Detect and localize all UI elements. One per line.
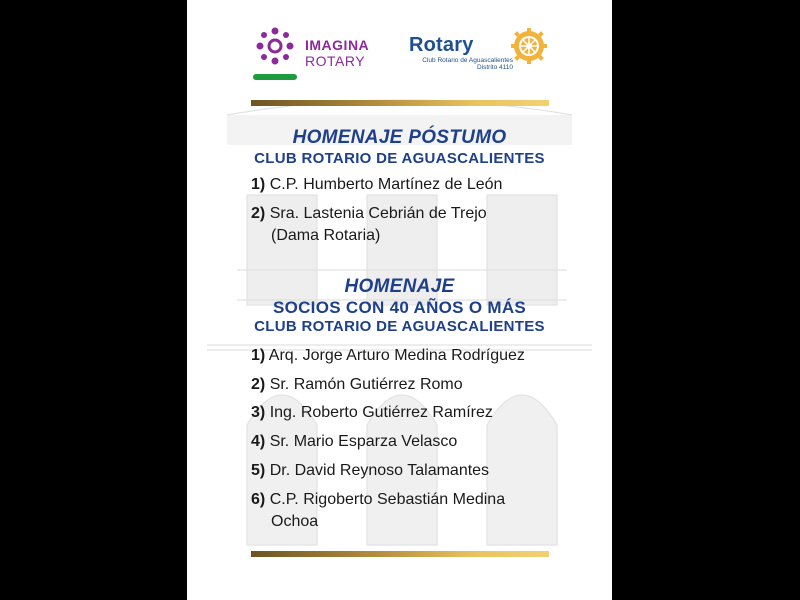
item-number: 3) xyxy=(251,404,266,421)
top-gold-divider xyxy=(251,100,549,106)
list-item xyxy=(251,374,551,396)
item-name-continuation: Ochoa xyxy=(271,513,319,530)
imagina-underline xyxy=(253,74,297,80)
list-item xyxy=(251,489,551,533)
imagina-flower-icon xyxy=(255,26,295,66)
item-number: 1) xyxy=(251,347,266,364)
item-number: 2) xyxy=(251,205,266,222)
item-name-continuation: (Dama Rotaria) xyxy=(271,227,381,244)
rotary-club-logo xyxy=(405,24,555,74)
tribute-card xyxy=(187,0,612,600)
item-number: 4) xyxy=(251,433,266,450)
rotary-district: Distrito 4110 xyxy=(476,64,513,71)
item-name: C.P. Rigoberto Sebastián Medina xyxy=(269,491,506,508)
list-item xyxy=(251,460,551,482)
item-name: Arq. Jorge Arturo Medina Rodríguez xyxy=(268,347,525,364)
imagina-line2: ROTARY xyxy=(305,53,366,69)
section1-subtitle: CLUB ROTARIO DE AGUASCALIENTES xyxy=(254,150,545,167)
list-item xyxy=(251,174,551,196)
rotary-wordmark: Rotary xyxy=(409,34,474,56)
imagina-rotary-logo xyxy=(253,26,383,82)
section2-title: HOMENAJE xyxy=(344,276,455,297)
item-number: 6) xyxy=(251,491,266,508)
item-name: C.P. Humberto Martínez de León xyxy=(269,176,503,193)
list-item xyxy=(251,203,551,247)
section1-title: HOMENAJE PÓSTUMO xyxy=(292,127,507,148)
list-item xyxy=(251,402,551,424)
section2-club-name: CLUB ROTARIO DE AGUASCALIENTES xyxy=(254,318,545,335)
rotary-club-subtitle xyxy=(422,57,513,71)
imagina-line1: IMAGINA xyxy=(305,37,370,53)
item-number: 2) xyxy=(251,376,266,393)
section2-subtitle: SOCIOS CON 40 AÑOS O MÁS xyxy=(272,298,527,317)
item-name: Sr. Ramón Gutiérrez Romo xyxy=(269,376,463,393)
item-name: Ing. Roberto Gutiérrez Ramírez xyxy=(269,404,493,421)
imagina-logo-text xyxy=(305,37,369,69)
list-item xyxy=(251,345,551,367)
rotary-club-name: Club Rotario de Aguascalientes xyxy=(422,57,513,64)
item-name: Sr. Mario Esparza Velasco xyxy=(269,433,458,450)
item-number: 5) xyxy=(251,462,266,479)
item-name: Dr. David Reynoso Talamantes xyxy=(269,462,490,479)
item-number: 1) xyxy=(251,176,266,193)
item-name: Sra. Lastenia Cebrián de Trejo xyxy=(269,205,487,222)
rotary-wheel-icon xyxy=(509,26,549,66)
bottom-gold-divider xyxy=(251,551,549,557)
list-item xyxy=(251,431,551,453)
